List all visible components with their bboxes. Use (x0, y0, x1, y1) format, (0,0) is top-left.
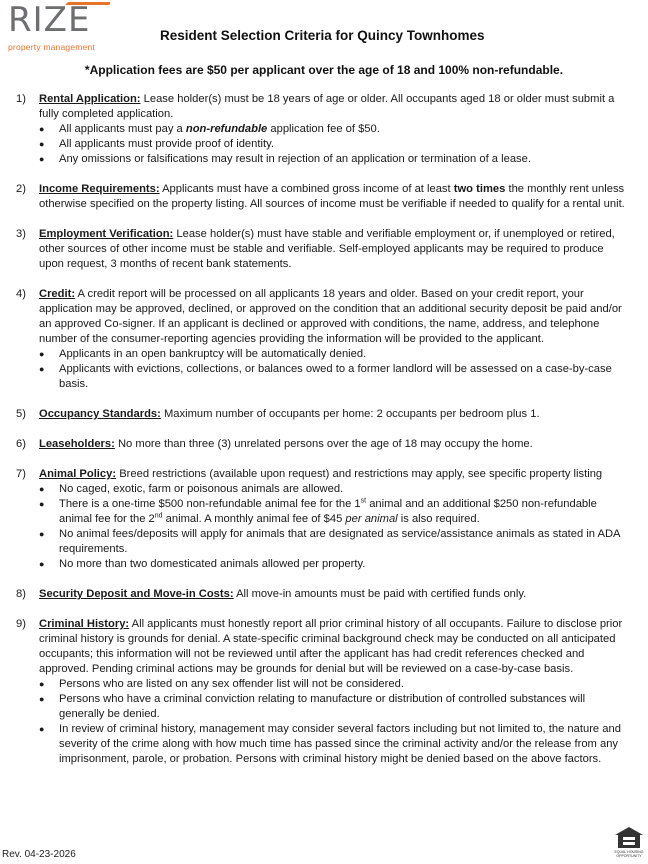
section-body-bold: two times (453, 183, 506, 195)
logo-wordmark: RIZE (8, 0, 91, 40)
section-paragraph (39, 287, 630, 347)
section-paragraph (39, 467, 630, 482)
bullet-list (39, 122, 630, 167)
bullet-item: ● Persons who are listed on any sex offender list will not be considered. (39, 677, 630, 692)
section-number: 3) (16, 228, 26, 240)
section-paragraph (39, 227, 630, 272)
section-paragraph (39, 617, 630, 677)
section-number: 4) (16, 288, 26, 300)
section-heading: Credit: (39, 288, 76, 300)
section-body: Breed restrictions (available upon request) and restrictions may apply, see specific property listing (116, 468, 603, 480)
equal-housing-icon (614, 826, 644, 850)
bullet-item: ● No caged, exotic, farm or poisonous animals are allowed. (39, 482, 630, 497)
section-animal-policy (16, 467, 630, 572)
bullet-item: ● No more than two domesticated animals allowed per property. (39, 557, 630, 572)
section-paragraph (39, 407, 630, 422)
section-number: 6) (16, 438, 26, 450)
company-logo (6, 2, 116, 54)
bullet-text: animal and an additional $250 non-refundable animal fee for the 2 (59, 498, 597, 525)
equal-housing-text: EQUAL HOUSING OPPORTUNITY (614, 850, 644, 858)
section-number: 1) (16, 93, 26, 105)
criteria-sections (16, 92, 630, 782)
bullet-item: ● Persons who have a criminal conviction relating to manufacture or distribution of controlled substances will generally be denied. (39, 692, 630, 722)
section-body: Lease holder(s) must be 18 years of age or older. All occupants aged 18 or older must submit a fully completed application. (39, 93, 615, 120)
section-body: the monthly rent unless otherwise specified on the property listing. All sources of income must be verifiable if needed to qualify for a rental unit. (39, 183, 625, 210)
section-number: 5) (16, 408, 26, 420)
section-body: All move-in amounts must be paid with certified funds only. (233, 588, 527, 600)
section-occupancy-standards (16, 407, 630, 422)
section-employment-verification (16, 227, 630, 272)
application-fee-note: *Application fees are $50 per applicant over the age of 18 and 100% non-refundable. (84, 63, 564, 77)
section-paragraph (39, 92, 630, 122)
ordinal-suffix: st (360, 497, 367, 505)
bullet-item: ● In review of criminal history, management may consider several factors including but not limited to, the nature and severity of the crime along with how much time has passed since the criminal activity and/or the release from any imprisonment, parole, or probation. Persons with criminal history might be denied based on the above factors. (39, 722, 630, 767)
section-heading: Employment Verification: (39, 228, 174, 240)
section-credit (16, 287, 630, 392)
document-title: Resident Selection Criteria for Quincy Townhomes (160, 28, 485, 43)
bullet-item: ● Any omissions or falsifications may result in rejection of an application or termination of a lease. (39, 152, 630, 167)
bullet-text: animal. A monthly animal fee of $45 (162, 513, 346, 525)
bullet-item: ● Applicants with evictions, collections, or balances owed to a former landlord will be assessed on a case-by-case basis. (39, 362, 630, 392)
bullet-emphasis: per animal (345, 513, 398, 525)
section-number: 7) (16, 468, 26, 480)
section-paragraph (39, 587, 630, 602)
bullet-text: There is a one-time $500 non-refundable animal fee for the 1 (59, 498, 361, 510)
section-number: 8) (16, 588, 26, 600)
bullet-list (39, 482, 630, 572)
section-heading: Leaseholders: (39, 438, 115, 450)
bullet-emphasis: non-refundable (185, 123, 268, 135)
section-security-deposit (16, 587, 630, 602)
section-heading: Animal Policy: (39, 468, 117, 480)
bullet-text: All applicants must pay a (59, 123, 186, 135)
logo-accent-stroke (61, 2, 111, 13)
section-heading: Criminal History: (39, 618, 130, 630)
section-body: Maximum number of occupants per home: 2 occupants per bedroom plus 1. (160, 408, 540, 420)
section-number: 2) (16, 183, 26, 195)
bullet-item (39, 122, 630, 137)
bullet-text: application fee of $50. (267, 123, 380, 135)
bullet-item: ● No animal fees/deposits will apply for animals that are designated as service/assistance animals as stated in ADA requirements. (39, 527, 630, 557)
section-body: All applicants must honestly report all prior criminal history of all occupants. Failure to disclose prior criminal history is grounds for denial. A state-specific criminal background check may be conducted on all anticipated occupants; this information will not be reviewed until after the applicant has had credit references checked and approved. Pending criminal actions may be grounds for denial but will be reviewed on a case-by-case basis. (39, 618, 623, 675)
section-criminal-history (16, 617, 630, 767)
bullet-list (39, 347, 630, 392)
section-body: Lease holder(s) must have stable and verifiable employment or, if unemployed or retired, other sources of other income must be stable and verifiable. Self-employed applicants may be required to produce upon request, 3 months of recent bank statements. (39, 228, 615, 270)
revision-date: Rev. 04-23-2026 (2, 849, 76, 860)
section-heading: Income Requirements: (39, 183, 160, 195)
bullet-text: is also required. (397, 513, 480, 525)
section-rental-application (16, 92, 630, 167)
section-number: 9) (16, 618, 26, 630)
section-body: A credit report will be processed on all applicants 18 years and older. Based on your credit report, your application may be approved, declined, or approved on the condition that an additional security deposit be paid and/or an approved Co-signer. If an applicant is declined or approved with conditions, the name, address, and telephone number of the consumer-reporting agencies providing the information will be provided to the applicant. (39, 288, 622, 345)
equal-housing-logo (614, 826, 644, 860)
section-heading: Occupancy Standards: (39, 408, 161, 420)
bullet-item: ● Applicants in an open bankruptcy will be automatically denied. (39, 347, 630, 362)
section-paragraph (39, 182, 630, 212)
section-leaseholders (16, 437, 630, 452)
section-heading: Security Deposit and Move-in Costs: (39, 588, 234, 600)
section-heading: Rental Application: (39, 93, 141, 105)
bullet-list (39, 677, 630, 767)
section-body: Applicants must have a combined gross income of at least (159, 183, 454, 195)
section-body: No more than three (3) unrelated persons over the age of 18 may occupy the home. (114, 438, 533, 450)
section-paragraph (39, 437, 630, 452)
bullet-item: ● All applicants must provide proof of identity. (39, 137, 630, 152)
ordinal-suffix: nd (154, 512, 163, 520)
logo-tagline: property management (8, 42, 95, 52)
section-income-requirements (16, 182, 630, 212)
bullet-item (39, 497, 630, 527)
